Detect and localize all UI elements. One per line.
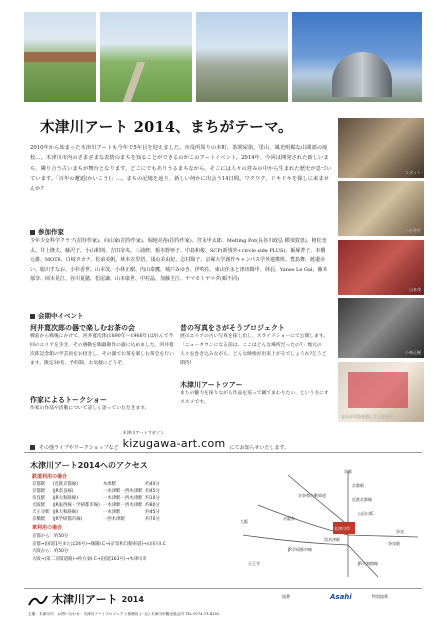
map-label: JR大和路線: [358, 561, 378, 566]
photo-red-shape: [348, 372, 408, 408]
route-cell: (JR大和路線): [52, 510, 78, 516]
map-label: 木津川市: [334, 526, 350, 531]
event-body: まちの魅力を探りながら作品を巡って観てまわりたい、という方にオススメです。: [180, 391, 329, 405]
photo-dome-building: [292, 12, 422, 102]
map-label: 奈良: [396, 529, 404, 534]
kizugawa-art-logo-icon: [28, 593, 48, 607]
map-label: 近鉄京都線: [352, 497, 372, 502]
route-cell: (JR奈良線): [52, 489, 74, 495]
event-body: 戦前から戦後にかけて、河井寛次郎(1890年〜1966年)は好んで今回のエリアを歩き、その感動を陶器制作の器に込めました。河井寛次郎記念館の学芸員をお招きし、その器でお茶を楽しむ茶会を行います。限定30名、予約制。お気軽にどうぞ。: [30, 334, 174, 366]
route-cell: (近鉄京都線): [52, 482, 78, 488]
artists-heading-label: 参加作家: [38, 228, 64, 236]
route-cell: 天王寺駅: [32, 510, 50, 516]
car-line: 大阪から：約50分: [32, 549, 69, 555]
route-cell: 約45分: [145, 489, 160, 495]
photo-caption-5: まちの写真を探してください: [341, 414, 393, 420]
route-row: [32, 489, 163, 496]
logo-year: 2014: [121, 595, 144, 605]
event-old-photo-project: [180, 323, 330, 369]
route-cell: 一木津駅一西木津駅: [102, 496, 143, 502]
access-map: [228, 465, 424, 583]
map-label: 山田川IC: [358, 511, 374, 516]
map-road: [288, 475, 348, 525]
map-label: 京阪奈: [283, 516, 295, 521]
events-heading-label: 会期中イベント: [38, 312, 84, 320]
route-row: [32, 496, 163, 503]
route-row: [32, 482, 163, 489]
artist-photo-3: [338, 240, 424, 295]
sponsor-special-label: 特別協賛: [372, 594, 388, 599]
route-row: [32, 510, 163, 517]
magazine-label: 木津川アートマガジン: [122, 430, 165, 435]
map-label: 京都: [344, 469, 352, 474]
section-divider: [24, 452, 422, 453]
artists-heading: [30, 228, 64, 237]
artist-photo-2: [338, 181, 424, 236]
magazine-url-link[interactable]: kizugawa-art.com: [122, 437, 226, 451]
route-row: [32, 517, 163, 524]
event-talk-show: [30, 395, 175, 414]
sponsor-label: 協賛: [282, 594, 290, 599]
photo-caption-3: 山本茂: [409, 287, 421, 293]
route-cell: (JR大和路線): [52, 496, 78, 502]
footer-logo: [28, 592, 144, 608]
map-label: 京都駅: [352, 483, 364, 488]
map-label: 奈良駅: [388, 541, 400, 546]
artist-photo-4: [338, 298, 424, 358]
magazine-url-block: [123, 430, 226, 452]
map-label: 京奈和自動車道: [298, 493, 326, 498]
logo-text: 木津川アート: [52, 593, 118, 606]
photo-building-band: [24, 52, 96, 62]
magazine-lead: その他ライブやワークショップなど: [39, 444, 119, 451]
magazine-notice: [30, 430, 335, 452]
route-cell: 京橋駅: [32, 517, 46, 523]
footer-info: 主催：木津川市 お問い合わせ：木津川アートプロジェクト事務局 (一社) 木津川市観光協会内 TEL 0774-73-8191: [28, 612, 220, 616]
photo-hills: [196, 12, 288, 102]
rail-heading: 鉄道利用の場合: [32, 474, 68, 480]
route-cell: 京都駅: [32, 489, 46, 495]
event-body: 展示エリアの古い写真を探し出し、スライドショーにて公開します。「ニュータウンになる前は、ここはどんな場所だったの?」地元の人々を巻き込みながら、どんな映像が出来上がるでしょうか?乞うご期待!: [180, 334, 329, 366]
bullet-square-icon: [30, 230, 35, 235]
photo-caption-4: 小林正樹: [405, 350, 421, 356]
event-title: 昔の写真をさがそうプロジェクト: [180, 323, 285, 332]
artist-photo-5: [338, 362, 424, 422]
route-cell: 一木津駅一西木津駅: [102, 503, 143, 509]
page-title: 木津川アート 2014、まちがテーマ。: [40, 119, 293, 136]
events-heading: [30, 312, 84, 321]
map-label: JR学研都市線: [288, 547, 312, 552]
event-art-tour: [180, 380, 330, 408]
event-tea-ceremony: [30, 323, 175, 369]
route-cell: 奈良駅: [32, 496, 46, 502]
photo-caption-2: 小杉香世: [405, 228, 421, 234]
route-cell: (JR学研都市線): [52, 517, 83, 523]
route-cell: 約80分: [145, 503, 160, 509]
footer-divider: [24, 588, 422, 589]
route-cell: 約10分: [145, 496, 160, 502]
route-cell: 約45分: [145, 510, 160, 516]
route-cell: 一木津駅: [102, 510, 121, 516]
car-line: 京都から：約50分: [32, 534, 69, 539]
route-cell: 京都駅: [32, 482, 46, 488]
photo-path: [123, 62, 146, 102]
route-cell: 一木津駅一西木津駅: [102, 489, 143, 495]
bullet-square-icon: [30, 445, 35, 450]
magazine-tail: にてお知らせいたします。: [229, 444, 290, 451]
route-cell: 一西木津駅: [102, 517, 125, 523]
artists-list: 少年少女科学クラブ(招待作家)、向山家(招待作家)、堀地亮裕(招待作家)、宮永甲太郎、Melting Pot(長谷川政弘 横須賀恵)、植松奎太、井上隆夫、藤沢子、小山和則、吉田奈央、三浦修、栃木野亜子、中島和俊、SCP(新規外+circle side PLUS)、飯塚菁子、本橋元雄、MOT8、白崎タカナ、松前美帆、林本衣里悟、浅山美由紀、志村陽子、京塚大学創作キャンパス学外連携班、豊島舞、渡邉赤い、服川すなお、小杉香世、山本茂、小林正樹、内山泰鷹、城戸みゆき、伊吹佐、東山佳永と津田陽甲、林羽、Yanes Le Gal、藤本郁奈、岡本晃江、谷川夏穂、松尾謙、山本康世、中村晶、加藤圭江、ヤマモトヤマダ(順不同): [30, 238, 328, 282]
bullet-square-icon: [30, 314, 35, 319]
artist-photo-1: [338, 118, 424, 178]
event-title: 作家によるトークショー: [30, 395, 107, 404]
access-title: 木津川アート2014へのアクセス: [30, 461, 148, 470]
photo-caption-1: ロボット: [405, 170, 421, 176]
map-label: 西木津駅: [324, 537, 340, 542]
car-line: 京都→(国道1号または24号)→城陽I.C→(京奈和自動車道)→山田川I.C: [32, 541, 166, 547]
event-body: 作家の作品や活動について詳しく語っていただきます。: [30, 406, 150, 412]
car-heading: 車利用の場合: [32, 525, 63, 531]
route-cell: 約70分: [145, 517, 160, 523]
photo-riverbank: [100, 12, 192, 102]
sponsor-asahi-logo: Asahi: [330, 593, 352, 601]
map-label: 大阪: [240, 519, 248, 524]
route-cell: 約40分: [145, 482, 160, 488]
event-title: 木津川アートツアー: [180, 380, 243, 389]
car-routes: [32, 533, 222, 564]
route-cell: (JR東西線・学研都市線): [52, 503, 100, 509]
dome-shape: [332, 52, 392, 97]
event-title: 河井寛次郎の器で楽しむお茶の会: [30, 323, 135, 332]
car-line: 大阪→(第二京阪道路)→枚方東I.C→(国道163号)→木津川市: [32, 557, 147, 563]
intro-text: 2010年から始まった木津川アートも今年で5年目を迎えました。市役所周りの本町、茶問屋街、里山、風光明媚な山間部の廃校…。木津川市内のさまざまな表情のまちを知ることができるのがこのアートイベント。2014年、今回は開発された新しいまち、隣り合う古いまちが舞台となります。どこにでもありうるまちながら、そこには人々の営みの中から生まれた歴史が息づいています。「百年の邂逅(かいこう)」…。まちの記憶を辿り、新しい何かに出会う14日間。ワクワク、ドキドキを探しに来ませんか?: [30, 145, 332, 193]
route-cell: 大阪駅: [32, 503, 46, 509]
photo-townscape: [24, 12, 96, 102]
route-row: [32, 503, 163, 510]
map-label: 天王寺: [248, 561, 260, 566]
rail-routes-table: [32, 482, 163, 524]
route-cell: 木津駅: [102, 482, 117, 488]
